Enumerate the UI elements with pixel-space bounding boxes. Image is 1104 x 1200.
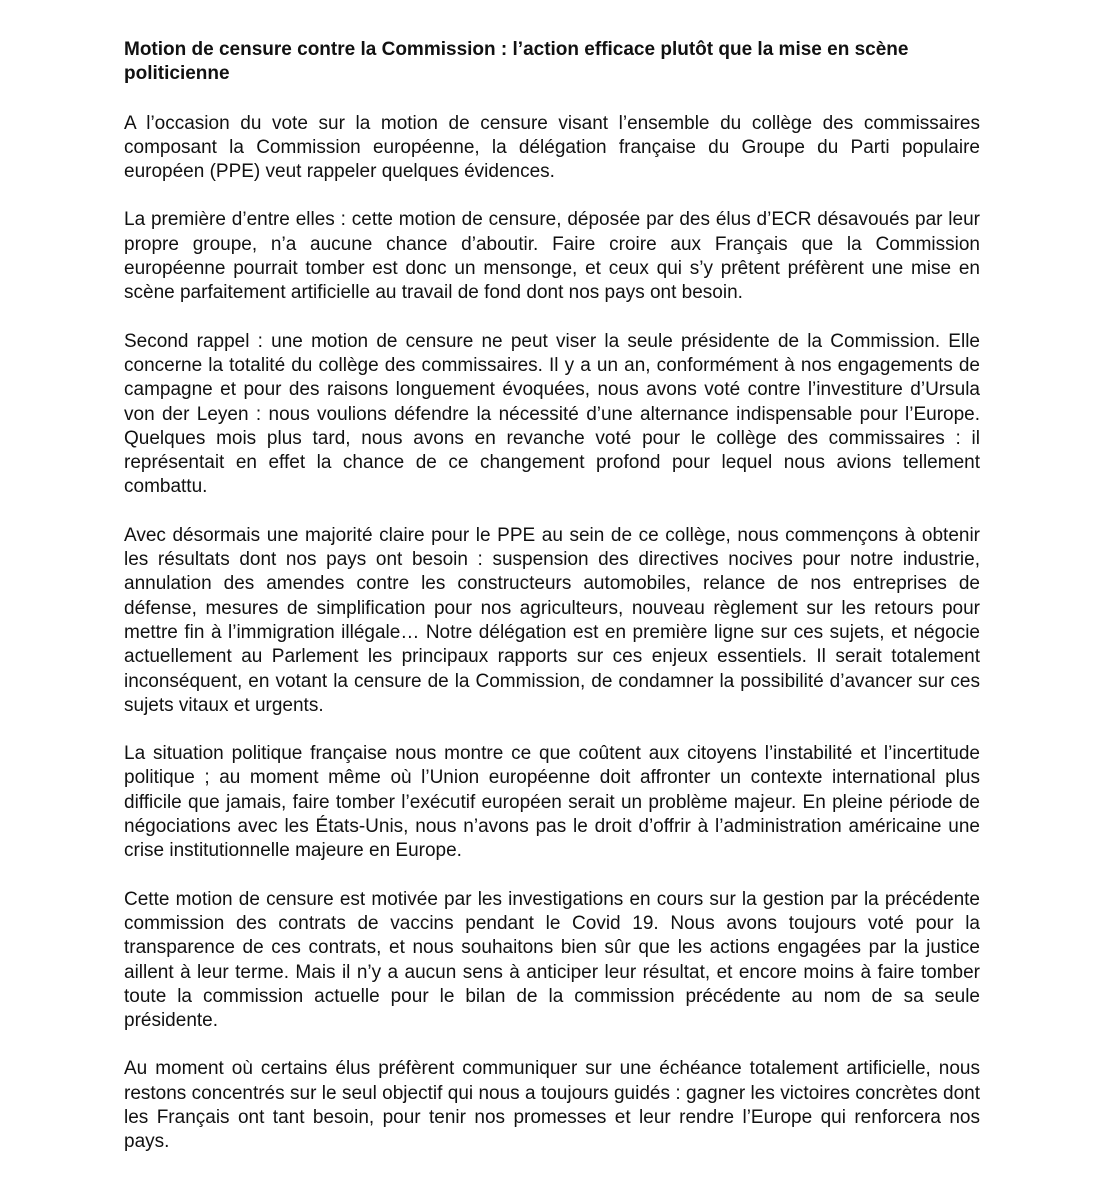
paragraph-5: La situation politique française nous montre ce que coûtent aux citoyens l’instabilité et l’incertitude politique ; au moment même où l’Union européenne doit affronter un contexte international plus difficile que jamais, faire tomber l’exécutif européen serait un problème majeur. En pleine période de négociations avec les États-Unis, nous n’avons pas le droit d’offrir à l’administration américaine une crise institutionnelle majeure en Europe.	[124, 743, 980, 862]
paragraph-4: Avec désormais une majorité claire pour le PPE au sein de ce collège, nous commençons à obtenir les résultats dont nos pays ont besoin : suspension des directives nocives pour notre industrie, annulation des amendes contre les constructeurs automobiles, relance de nos entreprises de défense, mesures de simplification pour nos agriculteurs, nouveau règlement sur les retours pour mettre fin à l’immigration illégale… Notre délégation est en première ligne sur ces sujets, et négocie actuellement au Parlement les principaux rapports sur ces enjeux essentiels. Il serait totalement inconséquent, en votant la censure de la Commission, de condamner la possibilité d’avancer sur ces sujets vitaux et urgents.	[124, 524, 980, 716]
paragraph-2: La première d’entre elles : cette motion de censure, déposée par des élus d’ECR désavoués par leur propre groupe, n’a aucune chance d’aboutir. Faire croire aux Français que la Commission européenne pourrait tomber est donc un mensonge, et ceux qui s’y prêtent préfèrent une mise en scène parfaitement artificielle au travail de fond dont nos pays ont besoin.	[124, 209, 980, 304]
document-page	[124, 38, 980, 1179]
paragraph-1: A l’occasion du vote sur la motion de censure visant l’ensemble du collège des commissaires composant la Commission européenne, la délégation française du Groupe du Parti populaire européen (PPE) veut rappeler quelques évidences.	[124, 112, 980, 183]
document-title: Motion de censure contre la Commission : l’action efficace plutôt que la mise en scène politicienne	[124, 39, 909, 85]
paragraph-3: Second rappel : une motion de censure ne peut viser la seule présidente de la Commission. Elle concerne la totalité du collège des commissaires. Il y a un an, conformément à nos engagements de campagne et pour des raisons longuement évoquées, nous avons voté contre l’investiture d’Ursula von der Leyen : nous voulions défendre la nécessité d’une alternance indispensable pour l’Europe. Quelques mois plus tard, nous avons en revanche voté pour le collège des commissaires : il représentait en effet la chance de ce changement profond pour lequel nous avions tellement combattu.	[124, 330, 980, 498]
paragraph-6: Cette motion de censure est motivée par les investigations en cours sur la gestion par la précédente commission des contrats de vaccins pendant le Covid 19. Nous avons toujours voté pour la transparence de ces contrats, et nous souhaitons bien sûr que les actions engagées par la justice aillent à leur terme. Mais il n’y a aucun sens à anticiper leur résultat, et encore moins à faire tomber toute la commission actuelle pour le bilan de la commission précédente au nom de sa seule présidente.	[124, 888, 980, 1032]
paragraph-7: Au moment où certains élus préfèrent communiquer sur une échéance totalement artificielle, nous restons concentrés sur le seul objectif qui nous a toujours guidés : gagner les victoires concrètes dont les Français ont tant besoin, pour tenir nos promesses et leur rendre l’Europe qui renforcera nos pays.	[124, 1058, 980, 1153]
